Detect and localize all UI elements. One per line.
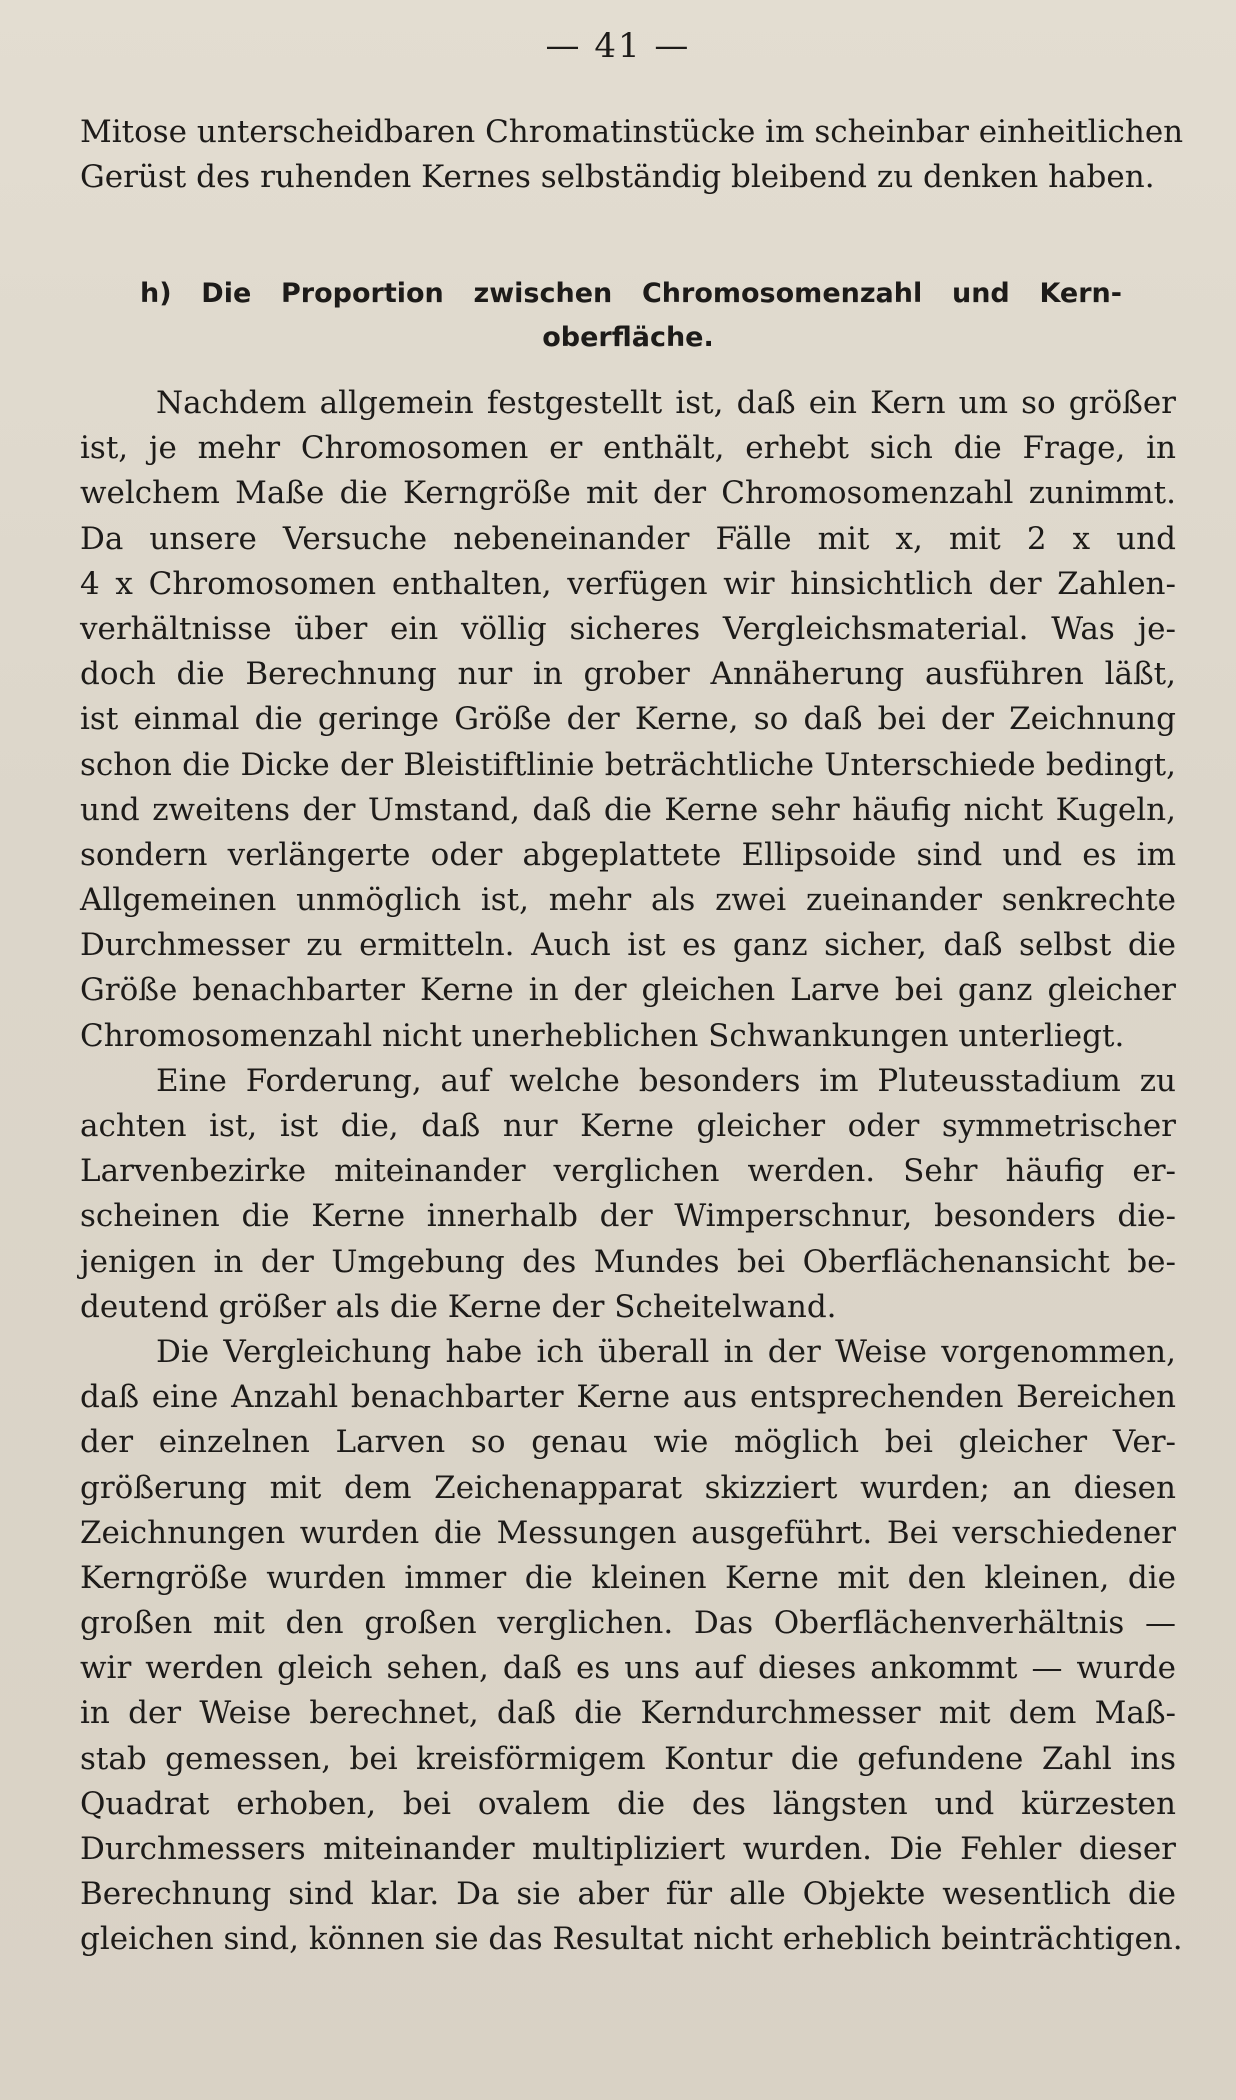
text-line: Durchmesser zu ermitteln. Auch ist es ganz sicher, daß selbst die	[80, 927, 1176, 964]
text-line: Zeichnungen wurden die Messungen ausgeführt. Bei verschiedener	[80, 1514, 1176, 1551]
section-heading-line-1: h) Die Proportion zwischen Chromosomenzahl und Kern-	[140, 278, 1122, 309]
section-heading	[80, 272, 1176, 360]
text-line: daß eine Anzahl benachbarter Kerne aus entsprechenden Bereichen	[80, 1379, 1176, 1416]
text-line: Größe benachbarter Kerne in der gleichen Larve bei ganz gleicher	[80, 972, 1176, 1009]
text-line: Da unsere Versuche nebeneinander Fälle mit x, mit 2 x und	[80, 520, 1176, 557]
text-line: Quadrat erhoben, bei ovalem die des längsten und kürzesten	[80, 1785, 1176, 1822]
body-text	[80, 381, 1183, 1963]
text-line: Larvenbezirke miteinander verglichen werden. Sehr häufig er-	[80, 1153, 1176, 1190]
text-line: 4 x Chromosomen enthalten, verfügen wir hinsichtlich der Zahlen-	[80, 565, 1176, 602]
text-line: und zweitens der Umstand, daß die Kerne sehr häufig nicht Kugeln,	[80, 791, 1176, 828]
text-line: Berechnung sind klar. Da sie aber für alle Objekte wesentlich die	[80, 1876, 1176, 1913]
text-line: welchem Maße die Kerngröße mit der Chromosomenzahl zunimmt.	[80, 475, 1176, 512]
text-line: in der Weise berechnet, daß die Kerndurchmesser mit dem Maß-	[80, 1695, 1176, 1732]
text-line: verhältnisse über ein völlig sicheres Vergleichsmaterial. Was je-	[80, 610, 1176, 647]
text-line: Mitose unterscheidbaren Chromatinstücke im scheinbar einheitlichen	[80, 114, 1184, 150]
text-line: Durchmessers miteinander multipliziert wurden. Die Fehler dieser	[80, 1831, 1176, 1867]
continuation-paragraph	[80, 110, 1184, 200]
text-line: größerung mit dem Zeichenapparat skizziert wurden; an diesen	[80, 1469, 1176, 1506]
text-line: scheinen die Kerne innerhalb der Wimperschnur, besonders die-	[80, 1198, 1176, 1235]
text-line: Eine Forderung, auf welche besonders im Pluteusstadium zu	[156, 1062, 1176, 1099]
paragraph	[80, 1059, 1176, 1330]
text-line: der einzelnen Larven so genau wie möglich bei gleicher Ver-	[80, 1424, 1176, 1461]
text-line: Allgemeinen unmöglich ist, mehr als zwei zueinander senkrechte	[80, 882, 1176, 919]
text-line: ist einmal die geringe Größe der Kerne, so daß bei der Zeichnung	[80, 701, 1176, 738]
text-line: Die Vergleichung habe ich überall in der Weise vorgenommen,	[156, 1333, 1176, 1370]
text-line: doch die Berechnung nur in grober Annäherung ausführen läßt,	[80, 656, 1176, 693]
text-line: Kerngröße wurden immer die kleinen Kerne mit den kleinen, die	[80, 1559, 1176, 1596]
text-line: Gerüst des ruhenden Kernes selbständig bleibend zu denken haben.	[80, 159, 1155, 196]
text-line: Chromosomenzahl nicht unerheblichen Schwankungen unterliegt.	[80, 1017, 1125, 1054]
section-heading-line-2: oberfläche.	[542, 322, 714, 353]
paragraph	[80, 1330, 1183, 1963]
page-number: — 41 —	[545, 26, 691, 66]
text-line: wir werden gleich sehen, daß es uns auf dieses ankommt — wurde	[80, 1650, 1176, 1687]
text-line: sondern verlängerte oder abgeplattete Ellipsoide sind und es im	[80, 836, 1176, 873]
text-line: jenigen in der Umgebung des Mundes bei Oberflächenansicht be-	[80, 1243, 1176, 1280]
text-line: achten ist, ist die, daß nur Kerne gleicher oder symmetrischer	[80, 1108, 1176, 1144]
text-line: stab gemessen, bei kreisförmigem Kontur die gefundene Zahl ins	[80, 1740, 1176, 1777]
text-line: ist, je mehr Chromosomen er enthält, erhebt sich die Frage, in	[80, 430, 1176, 467]
text-line: schon die Dicke der Bleistiftlinie beträchtliche Unterschiede bedingt,	[80, 746, 1176, 783]
text-line: Nachdem allgemein festgestellt ist, daß ein Kern um so größer	[156, 385, 1176, 421]
text-line: gleichen sind, können sie das Resultat nicht erheblich beinträchtigen.	[80, 1921, 1183, 1958]
paragraph	[80, 381, 1176, 1059]
text-line: deutend größer als die Kerne der Scheitelwand.	[80, 1288, 837, 1325]
text-line: großen mit den großen verglichen. Das Oberflächenverhältnis —	[80, 1605, 1176, 1642]
